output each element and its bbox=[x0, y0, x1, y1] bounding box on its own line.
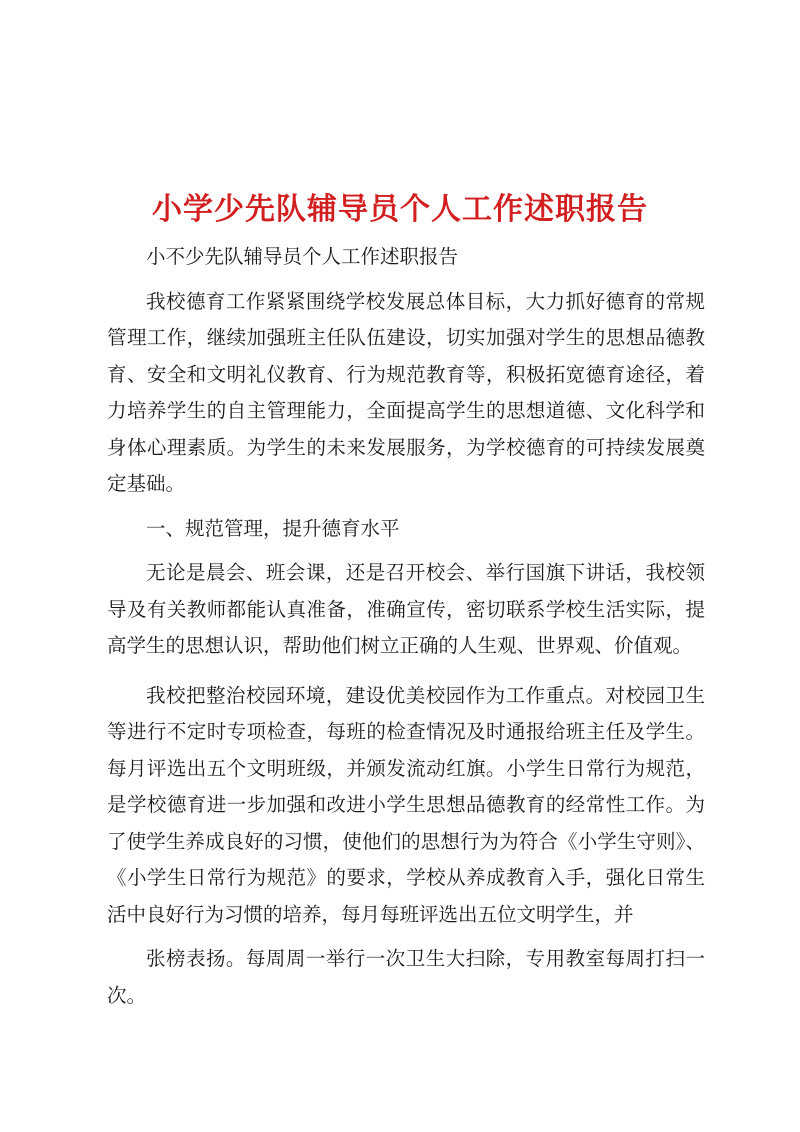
body-paragraph: 我校把整治校园环境，建设优美校园作为工作重点。对校园卫生等进行不定时专项检查，每班的检查情况及时通报给班主任及学生。每月评选出五个文明班级，并颁发流动红旗。小学生日常行为规范，是学校德育进一步加强和改进小学生思想品德教育的经常性工作。为了使学生养成良好的习惯，使他们的思想行为为符合《小学生守则》、《小学生日常行为规范》的要求，学校从养成教育入手，强化日常生活中良好行为习惯的培养，每月每班评选出五位文明学生，并 bbox=[107, 683, 705, 926]
intro-paragraph: 我校德育工作紧紧围绕学校发展总体目标，大力抓好德育的常规管理工作，继续加强班主任队伍建设，切实加强对学生的思想品德教育、安全和文明礼仪教育、行为规范教育等，积极拓宽德育途径，着力培养学生的自主管理能力，全面提高学生的思想道德、文化科学和身体心理素质。为学生的未来发展服务，为学校德育的可持续发展奠定基础。 bbox=[107, 289, 705, 495]
subtitle-paragraph: 小不少先队辅导员个人工作述职报告 bbox=[146, 245, 459, 268]
document-title: 小学少先队辅导员个人工作述职报告 bbox=[152, 192, 648, 228]
section-heading: 一、规范管理，提升德育水平 bbox=[146, 516, 400, 540]
body-paragraph: 张榜表扬。每周周一举行一次卫生大扫除，专用教室每周打扫一次。 bbox=[107, 947, 705, 1007]
document-body bbox=[107, 239, 705, 1022]
body-paragraph: 无论是晨会、班会课，还是召开校会、举行国旗下讲话，我校领导及有关教师都能认真准备，准确宣传，密切联系学校生活实际，提高学生的思想认识，帮助他们树立正确的人生观、世界观、价值观。 bbox=[107, 561, 705, 657]
